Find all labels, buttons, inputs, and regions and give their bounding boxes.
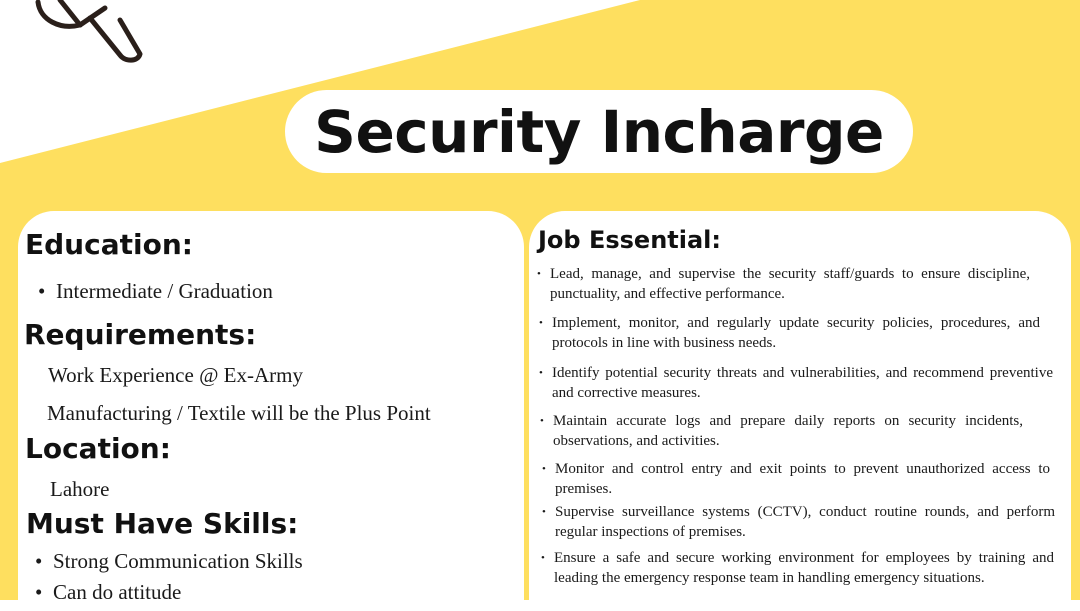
duty-item: • Maintain accurate logs and prepare daily reports on security incidents, observations, and activities. bbox=[553, 411, 1023, 451]
requirement-item: Manufacturing / Textile will be the Plus Point bbox=[47, 401, 431, 425]
location-value: Lahore bbox=[50, 477, 110, 501]
education-item: • Intermediate / Graduation bbox=[56, 279, 273, 304]
page-title: Security Incharge bbox=[314, 97, 884, 166]
skill-item: • Can do attitude bbox=[53, 580, 181, 605]
title-banner bbox=[285, 90, 913, 173]
education-heading: Education: bbox=[25, 228, 193, 261]
duty-item: • Supervise surveillance systems (CCTV), conduct routine rounds, and perform regular inspections of premises. bbox=[555, 502, 1055, 542]
duty-item: • Ensure a safe and secure working environment for employees by training and leading the emergency response team in handling emergency situations. bbox=[554, 548, 1054, 588]
duty-item: • Identify potential security threats and vulnerabilities, and recommend preventive and corrective measures. bbox=[552, 363, 1053, 403]
duty-item: • Lead, manage, and supervise the security staff/guards to ensure discipline, punctuality, and effective performance. bbox=[550, 264, 1030, 304]
duty-item: • Monitor and control entry and exit points to prevent unauthorized access to premises. bbox=[555, 459, 1050, 499]
megaphone-icon bbox=[20, 0, 160, 70]
location-heading: Location: bbox=[25, 432, 171, 465]
requirements-heading: Requirements: bbox=[24, 318, 257, 351]
skill-item: • Strong Communication Skills bbox=[53, 549, 303, 574]
requirement-item: Work Experience @ Ex-Army bbox=[48, 363, 303, 387]
duty-item: • Implement, monitor, and regularly update security policies, procedures, and protocols in line with business needs. bbox=[552, 313, 1040, 353]
skills-heading: Must Have Skills: bbox=[26, 507, 299, 540]
job-essential-heading: Job Essential: bbox=[538, 226, 721, 254]
